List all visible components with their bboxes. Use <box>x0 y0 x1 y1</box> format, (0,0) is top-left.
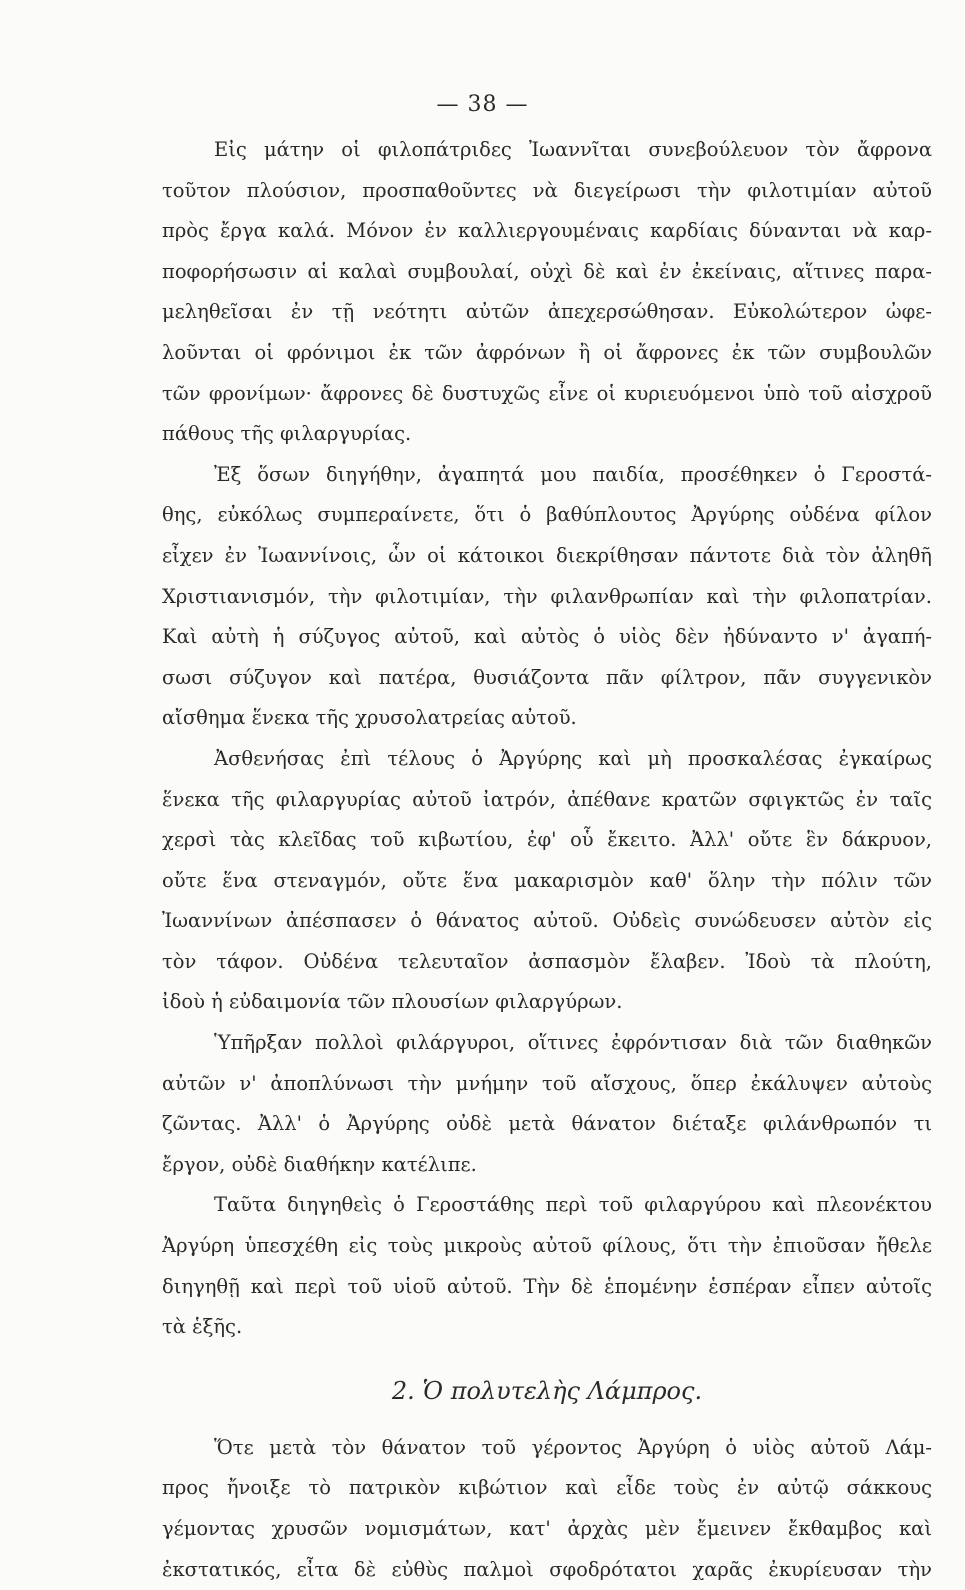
paragraph <box>162 455 932 739</box>
text-line: Ἀσθενήσας ἐπὶ τέλους ὁ Ἀργύρης καὶ μὴ προσκαλέσας ἐγκαίρως <box>214 746 932 770</box>
body-text <box>162 130 932 1590</box>
text-line: γέμοντας χρυσῶν νομισμάτων, κατ' ἀρχὰς μὲν ἔμεινεν ἔκθαμβος καὶ <box>162 1517 932 1540</box>
paragraph <box>162 1023 932 1185</box>
paragraphs <box>162 130 932 1348</box>
text-line: Ἰωαννίνων ἀπέσπασεν ὁ θάνατος αὐτοῦ. Οὐδεὶς συνώδευσεν αὐτὸν εἰς <box>162 909 932 933</box>
text-line: θης, εὐκόλως συμπεραίνετε, ὅτι ὁ βαθύπλουτος Ἀργύρης οὐδένα φίλον <box>162 503 932 527</box>
text-line: τοῦτον πλούσιον, προσπαθοῦντες νὰ διεγείρωσι τὴν φιλοτιμίαν αὐτοῦ <box>162 178 932 202</box>
text-line: πάθους τῆς φιλαργυρίας. <box>162 422 412 446</box>
paragraph <box>162 1185 932 1347</box>
text-line: προς ἤνοιξε τὸ πατρικὸν κιβώτιον καὶ εἶδε τοὺς ἐν αὐτῷ σάκκους <box>162 1476 932 1500</box>
paragraph <box>162 739 932 1023</box>
final-paragraph <box>162 1428 932 1590</box>
section-heading: 2. Ὁ πολυτελὴς Λάμπρος. <box>391 1376 703 1405</box>
text-line: εἶχεν ἐν Ἰωαννίνοις, ὧν οἱ κάτοικοι διεκρίθησαν πάντοτε διὰ τὸν ἀληθῆ <box>162 543 932 567</box>
text-line: λοῦνται οἱ φρόνιμοι ἐκ τῶν ἀφρόνων ἢ οἱ ἄφρονες ἐκ τῶν συμβουλῶν <box>162 340 932 364</box>
paragraph <box>162 130 932 455</box>
text-line: Ἀργύρη ὑπεσχέθη εἰς τοὺς μικροὺς αὐτοῦ φίλους, ὅτι τὴν ἐπιοῦσαν ἤθελε <box>162 1234 932 1258</box>
text-line: Ὑπῆρξαν πολλοὶ φιλάργυροι, οἵτινες ἐφρόντισαν διὰ τῶν διαθηκῶν <box>214 1031 932 1055</box>
text-line: πρὸς ἔργα καλά. Μόνον ἐν καλλιεργουμέναις καρδίαις δύνανται νὰ καρ- <box>162 219 932 243</box>
text-line: διηγηθῇ καὶ περὶ τοῦ υἱοῦ αὐτοῦ. Τὴν δὲ ἑπομένην ἑσπέραν εἶπεν αὐτοῖς <box>162 1274 932 1298</box>
text-line: ποφορήσωσιν αἱ καλαὶ συμβουλαί, οὐχὶ δὲ καὶ ἐν ἐκείναις, αἵτινες παρα- <box>162 259 932 283</box>
text-line: αἴσθημα ἕνεκα τῆς χρυσολατρείας αὐτοῦ. <box>162 706 577 730</box>
text-line: Καὶ αὐτὴ ἡ σύζυγος αὐτοῦ, καὶ αὐτὸς ὁ υἱὸς δὲν ἠδύναντο ν' ἀγαπή- <box>162 625 932 649</box>
text-line: Χριστιανισμόν, τὴν φιλοτιμίαν, τὴν φιλανθρωπίαν καὶ τὴν φιλοπατρίαν. <box>162 584 932 608</box>
text-line: σωσι σύζυγον καὶ πατέρα, θυσιάζοντα πᾶν φίλτρον, πᾶν συγγενικὸν <box>162 665 932 689</box>
text-line: μεληθεῖσαι ἐν τῇ νεότητι αὐτῶν ἀπεχερσώθησαν. Εὐκολώτερον ὠφε- <box>162 300 932 324</box>
text-line: τὰ ἑξῆς. <box>162 1315 243 1339</box>
text-line: Ταῦτα διηγηθεὶς ὁ Γεροστάθης περὶ τοῦ φιλαργύρου καὶ πλεονέκτου <box>214 1193 932 1217</box>
text-line: Εἰς μάτην οἱ φιλοπάτριδες Ἰωαννῖται συνεβούλευον τὸν ἄφρονα <box>214 138 932 161</box>
text-line: τὸν τάφον. Οὐδένα τελευταῖον ἀσπασμὸν ἔλαβεν. Ἰδοὺ τὰ πλούτη, <box>162 949 932 973</box>
text-line: ἰδοὺ ἡ εὐδαιμονία τῶν πλουσίων φιλαργύρων. <box>162 990 623 1014</box>
page-number: — 38 — <box>436 92 529 117</box>
text-line: ζῶντας. Ἀλλ' ὁ Ἀργύρης οὐδὲ μετὰ θάνατον διέταξε φιλάνθρωπόν τι <box>162 1112 932 1136</box>
text-line: χερσὶ τὰς κλεῖδας τοῦ κιβωτίου, ἐφ' οὗ ἔκειτο. Ἀλλ' οὔτε ἓν δάκρυον, <box>162 828 932 852</box>
text-line: ἐκστατικός, εἶτα δὲ εὐθὺς παλμοὶ σφοδρότατοι χαρᾶς ἐκυρίευσαν τὴν <box>162 1557 932 1581</box>
text-line: ἔργον, οὐδὲ διαθήκην κατέλιπε. <box>162 1152 477 1176</box>
text-line: Ὅτε μετὰ τὸν θάνατον τοῦ γέροντος Ἀργύρη ὁ υἱὸς αὐτοῦ Λάμ- <box>214 1435 932 1459</box>
text-line: αὐτῶν ν' ἀποπλύνωσι τὴν μνήμην τοῦ αἴσχους, ὅπερ ἐκάλυψεν αὐτοὺς <box>162 1071 932 1095</box>
text-line: ἕνεκα τῆς φιλαργυρίας αὐτοῦ ἰατρόν, ἀπέθανε κρατῶν σφιγκτῶς ἐν ταῖς <box>162 787 932 811</box>
text-line: οὔτε ἕνα στεναγμόν, οὔτε ἕνα μακαρισμὸν καθ' ὅλην τὴν πόλιν τῶν <box>162 868 932 892</box>
text-line: Ἐξ ὅσων διηγήθην, ἀγαπητά μου παιδία, προσέθηκεν ὁ Γεροστά- <box>214 462 932 486</box>
text-line: τῶν φρονίμων· ἄφρονες δὲ δυστυχῶς εἶνε οἱ κυριευόμενοι ὑπὸ τοῦ αἰσχροῦ <box>162 381 932 405</box>
